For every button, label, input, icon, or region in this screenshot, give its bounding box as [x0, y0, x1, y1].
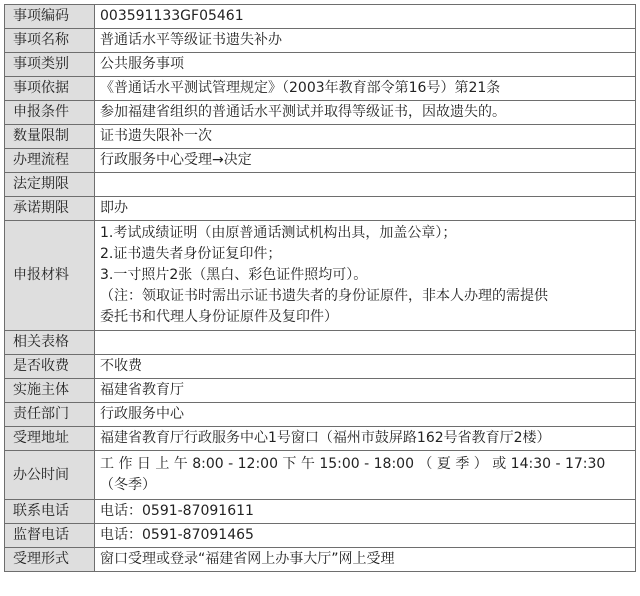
- row-label-item-code: 事项编码: [5, 5, 95, 29]
- row-label-supervision-phone: 监督电话: [5, 524, 95, 548]
- office-hours-value: 工 作 日 上 午 8:00 - 12:00 下 午 15:00 - 18:00 （ 夏 季 ） 或 14:30 - 17:30（冬季）: [95, 451, 636, 500]
- row-label-implementing-body: 实施主体: [5, 379, 95, 403]
- process-value: 行政服务中心受理→决定: [95, 149, 636, 173]
- table-row: [5, 427, 636, 451]
- supervision-phone-value: 电话：0591-87091465: [95, 524, 636, 548]
- row-label-legal-basis: 事项依据: [5, 77, 95, 101]
- row-label-statutory-period: 法定期限: [5, 173, 95, 197]
- row-label-item-name: 事项名称: [5, 29, 95, 53]
- row-label-quantity-limit: 数量限制: [5, 125, 95, 149]
- row-label-contact-phone: 联系电话: [5, 500, 95, 524]
- acceptance-form-value: 窗口受理或登录“福建省网上办事大厅”网上受理: [95, 548, 636, 572]
- legal-basis-value: 《普通话水平测试管理规定》（2003年教育部令第16号）第21条: [95, 77, 636, 101]
- table-row: [5, 379, 636, 403]
- row-label-fee: 是否收费: [5, 355, 95, 379]
- row-label-related-forms: 相关表格: [5, 331, 95, 355]
- fee-value: 不收费: [95, 355, 636, 379]
- table-row: [5, 77, 636, 101]
- table-row: [5, 29, 636, 53]
- department-value: 行政服务中心: [95, 403, 636, 427]
- row-label-materials: 申报材料: [5, 221, 95, 331]
- materials-note-line: （注：领取证书时需出示证书遗失者的身份证原件，非本人办理的需提供: [100, 288, 548, 304]
- related-forms-value: [95, 331, 636, 355]
- table-row: [5, 451, 636, 500]
- service-item-table: [4, 4, 636, 572]
- row-label-process: 办理流程: [5, 149, 95, 173]
- statutory-period-value: [95, 173, 636, 197]
- materials-note-line: 委托书和代理人身份证原件及复印件）: [100, 309, 338, 325]
- materials-line: 1.考试成绩证明（由原普通话测试机构出具，加盖公章）；: [100, 225, 457, 241]
- address-value: 福建省教育厅行政服务中心1号窗口（福州市鼓屏路162号省教育厅2楼）: [95, 427, 636, 451]
- materials-line: 3.一寸照片2张（黑白、彩色证件照均可）。: [100, 267, 368, 283]
- table-row: [5, 149, 636, 173]
- row-label-office-hours: 办公时间: [5, 451, 95, 500]
- item-code-value: 003591133GF05461: [95, 5, 636, 29]
- row-label-item-category: 事项类别: [5, 53, 95, 77]
- table-row: [5, 125, 636, 149]
- materials-value: [95, 221, 636, 331]
- row-label-acceptance-form: 受理形式: [5, 548, 95, 572]
- row-label-address: 受理地址: [5, 427, 95, 451]
- table-row: [5, 548, 636, 572]
- table-row: [5, 173, 636, 197]
- conditions-value: 参加福建省组织的普通话水平测试并取得等级证书，因故遗失的。: [95, 101, 636, 125]
- table-row: [5, 500, 636, 524]
- promised-period-value: 即办: [95, 197, 636, 221]
- item-category-value: 公共服务事项: [95, 53, 636, 77]
- table-row: [5, 524, 636, 548]
- item-name-value: 普通话水平等级证书遗失补办: [95, 29, 636, 53]
- table-row: [5, 403, 636, 427]
- quantity-limit-value: 证书遗失限补一次: [95, 125, 636, 149]
- table-row: [5, 53, 636, 77]
- table-row: [5, 197, 636, 221]
- contact-phone-value: 电话：0591-87091611: [95, 500, 636, 524]
- implementing-body-value: 福建省教育厅: [95, 379, 636, 403]
- materials-line: 2.证书遗失者身份证复印件；: [100, 246, 282, 262]
- table-row: [5, 331, 636, 355]
- table-row: [5, 355, 636, 379]
- table-row: [5, 101, 636, 125]
- row-label-conditions: 申报条件: [5, 101, 95, 125]
- row-label-promised-period: 承诺期限: [5, 197, 95, 221]
- table-row: [5, 221, 636, 331]
- table-row: [5, 5, 636, 29]
- row-label-department: 责任部门: [5, 403, 95, 427]
